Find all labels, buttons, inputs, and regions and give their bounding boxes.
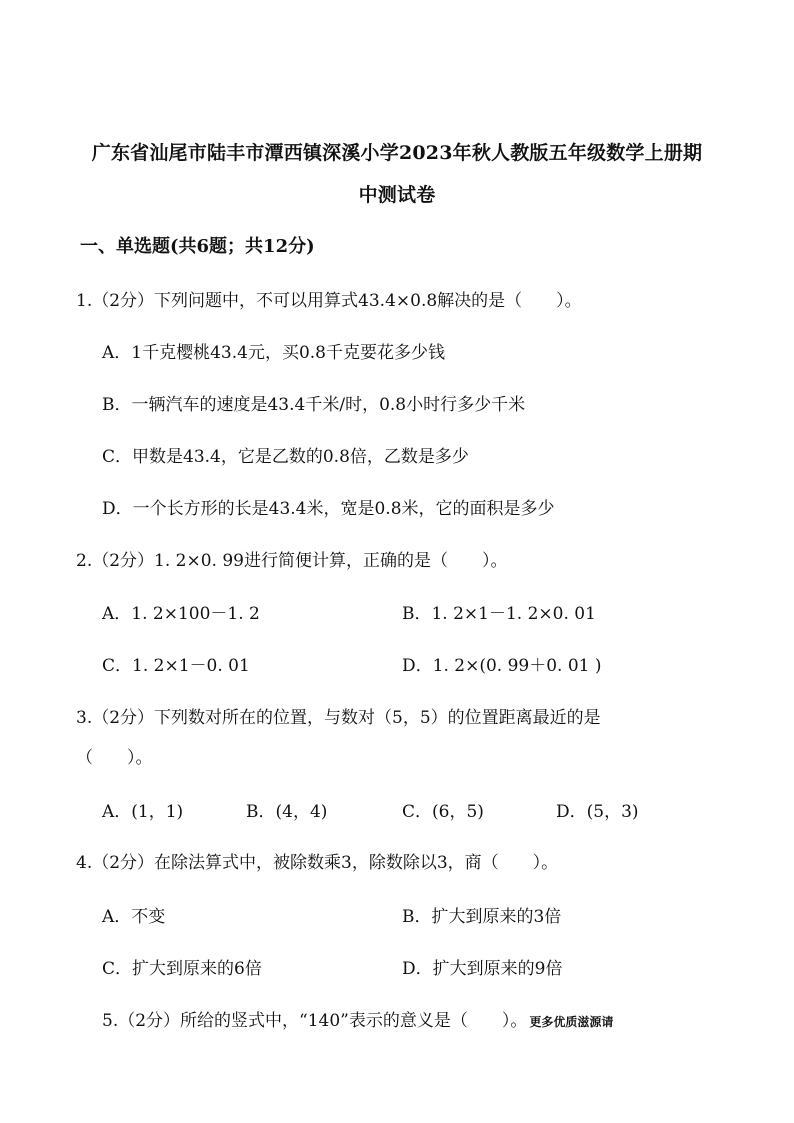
question-4-option-b: B．扩大到原来的3倍 bbox=[402, 907, 562, 927]
question-1-option-c: C．甲数是43.4，它是乙数的0.8倍，乙数是多少 bbox=[102, 447, 469, 467]
question-2-stem: 2.（2分）1. 2×0. 99进行简便计算，正确的是（ ）。 bbox=[76, 551, 508, 571]
question-4-option-d: D．扩大到原来的9倍 bbox=[402, 959, 563, 979]
question-1-stem: 1.（2分）下列问题中，不可以用算式43.4×0.8解决的是（ ）。 bbox=[76, 291, 582, 311]
exam-title: 广东省汕尾市陆丰市潭西镇深溪小学2023年秋人教版五年级数学上册期 bbox=[91, 142, 703, 164]
question-3-option-b: B．(4，4) bbox=[246, 802, 328, 822]
question-2-option-c: C．1. 2×1－0. 01 bbox=[102, 656, 250, 676]
watermark-tail-text: 更多优质滋源请 bbox=[529, 1015, 614, 1029]
question-4-stem: 4.（2分）在除法算式中，被除数乘3，除数除以3，商（ ）。 bbox=[76, 853, 559, 873]
question-5-stem-text: 5.（2分）所给的竖式中，“140”表示的意义是（ ）。 bbox=[102, 1011, 528, 1031]
section-heading: 一、单选题(共6题；共12分) bbox=[80, 236, 315, 257]
question-3-option-c: C．(6，5) bbox=[402, 802, 484, 822]
question-4-option-a: A．不变 bbox=[102, 907, 166, 927]
question-2-option-d: D．1. 2×(0. 99＋0. 01 ) bbox=[402, 656, 602, 676]
question-3-option-a: A．(1，1) bbox=[102, 802, 184, 822]
exam-title-cont: 中测试卷 bbox=[358, 184, 436, 206]
question-5-stem bbox=[102, 1006, 613, 1031]
question-4-option-c: C．扩大到原来的6倍 bbox=[102, 959, 262, 979]
question-1-option-b: B．一辆汽车的速度是43.4千米/时，0.8小时行多少千米 bbox=[102, 395, 526, 415]
question-3-stem-cont: （ ）。 bbox=[76, 748, 153, 768]
question-3-stem: 3.（2分）下列数对所在的位置，与数对（5，5）的位置距离最近的是 bbox=[76, 708, 601, 728]
question-2-option-b: B．1. 2×1－1. 2×0. 01 bbox=[402, 604, 596, 624]
question-3-option-d: D．(5，3) bbox=[556, 802, 639, 822]
question-1-option-d: D．一个长方形的长是43.4米，宽是0.8米，它的面积是多少 bbox=[102, 499, 555, 519]
question-2-option-a: A．1. 2×100－1. 2 bbox=[102, 604, 260, 624]
question-1-option-a: A．1千克樱桃43.4元，买0.8千克要花多少钱 bbox=[102, 343, 445, 363]
